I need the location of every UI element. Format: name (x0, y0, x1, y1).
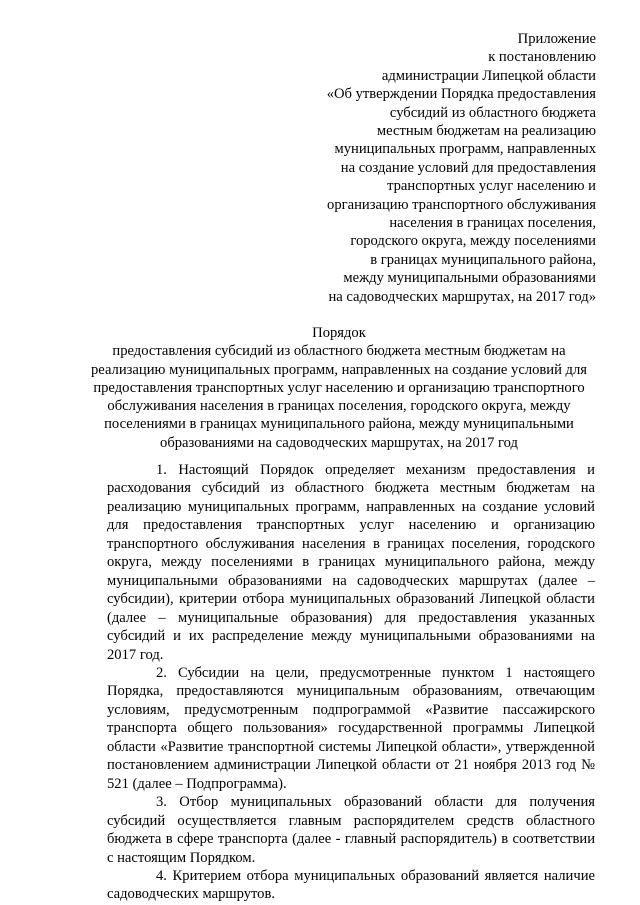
paragraph-4: 4. Критерием отбора муниципальных образований является наличие садоводческих маршрутов. (107, 867, 595, 903)
annex-line: Приложение (517, 31, 596, 47)
title-line: реализацию муниципальных программ, направленных на создание условий для (91, 361, 587, 378)
annex-line: организацию транспортного обслуживания (327, 196, 596, 213)
title-line: образованиями на садоводческих маршрутах, на 2017 год (160, 434, 518, 451)
title-line: предоставления транспортных услуг населению и организацию транспортного (93, 379, 585, 396)
document-body (107, 461, 595, 904)
paragraph-1: 1. Настоящий Порядок определяет механизм предоставления и расходования субсидий из областного бюджета местным бюджетам на реализацию муниципальных программ, направленных на создание условий для предоставления транспортных услуг населению и организацию транспортного обслуживания населения в границах поселения, городского округа, между поселениями в границах муниципального района, между муниципальными образованиями на садоводческих маршрутах (далее – субсидии), критерии отбора муниципальных образований Липецкой области (далее – муниципальные образования) для предоставления указанных субсидий и их распределение между муниципальными образованиями на 2017 год. (107, 462, 595, 663)
annex-line: муниципальных программ, направленных (334, 141, 596, 158)
annex-line: городского округа, между поселениями (350, 233, 596, 250)
annex-line: администрации Липецкой области (381, 67, 596, 84)
annex-line: на создание условий для предоставления (340, 159, 596, 176)
document-title (84, 324, 594, 452)
annex-line: в границах муниципального района, (370, 251, 596, 268)
paragraph-2: 2. Субсидии на цели, предусмотренные пунктом 1 настоящего Порядка, предоставляются муниципальным образованиям, отвечающим условиям, предусмотренным подпрограммой «Развитие пассажирского транспорта общего пользования» государственной программы Липецкой области «Развитие транспортной системы Липецкой области», утвержденной постановлением администрации Липецкой области от 21 ноября 2013 год № 521 (далее – Подпрограмма). (107, 664, 595, 792)
title-heading: Порядок (312, 325, 366, 341)
annex-line: между муниципальными образованиями (343, 270, 596, 287)
annex-line: транспортных услуг населению и (387, 178, 596, 195)
title-line: обслуживания населения в границах поселения, городского округа, между (107, 398, 571, 415)
annex-header (256, 30, 596, 306)
annex-line: на садоводческих маршрутах, на 2017 год» (328, 288, 596, 305)
paragraph-3: 3. Отбор муниципальных образований области для получения субсидий осуществляется главным распорядителем средств областного бюджета в сфере транспорта (далее - главный распорядитель) в соответствии с настоящим Порядком. (107, 794, 595, 866)
title-line: предоставления субсидий из областного бюджета местным бюджетам на (112, 343, 566, 360)
annex-line: субсидий из областного бюджета (389, 104, 596, 121)
annex-line: населения в границах поселения, (389, 215, 596, 232)
annex-line: «Об утверждении Порядка предоставления (326, 86, 596, 103)
annex-line: к постановлению (488, 49, 596, 66)
title-line: поселениями в границах муниципального района, между муниципальными (104, 416, 574, 433)
annex-line: местным бюджетам на реализацию (376, 123, 596, 140)
